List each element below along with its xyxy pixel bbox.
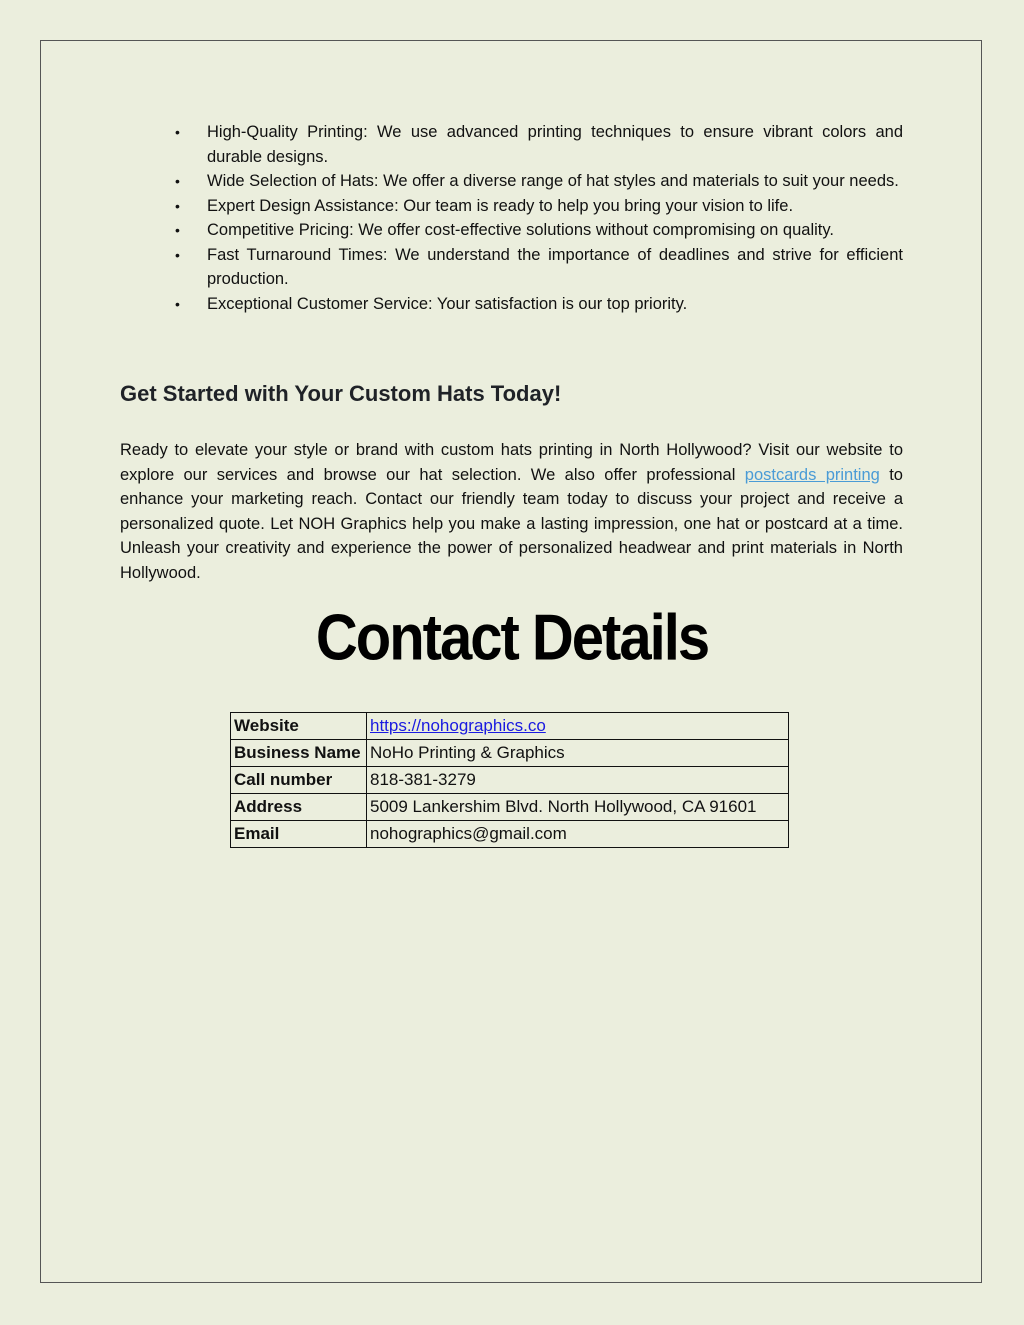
table-row-address xyxy=(231,794,789,821)
table-row-website xyxy=(231,713,789,740)
bullet-item-competitive-pricing xyxy=(163,218,903,243)
email-value: nohographics@gmail.com xyxy=(367,821,789,848)
bullet-text: Exceptional Customer Service: Your satisfaction is our top priority. xyxy=(207,294,688,313)
bullet-dot-icon: • xyxy=(175,295,180,312)
contact-details-table xyxy=(230,712,789,848)
call-number-value: 818-381-3279 xyxy=(367,767,789,794)
bullet-item-expert-design xyxy=(163,194,903,219)
website-value-cell xyxy=(367,713,789,740)
section-heading: Get Started with Your Custom Hats Today! xyxy=(120,381,562,406)
bullet-item-fast-turnaround xyxy=(163,243,903,292)
website-link[interactable]: https://nohographics.co xyxy=(370,716,546,735)
website-label: Website xyxy=(231,713,367,740)
bullet-dot-icon: • xyxy=(175,222,180,238)
call-number-label: Call number xyxy=(231,767,367,794)
paragraph-text-after-link: to enhance your marketing reach. Contact our friendly team today to discuss your project and receive a personalized quote. Let NOH Graphics help you make a lasting impression, one hat or postcard at a time. Unleash your creativity and experience the power of personalized headwear and print materials in North Hollywood. xyxy=(120,465,903,582)
address-label: Address xyxy=(231,794,367,821)
table-row-call-number xyxy=(231,767,789,794)
bullet-text: High-Quality Printing: We use advanced printing techniques to ensure vibrant colors and durable designs. xyxy=(207,123,903,166)
intro-paragraph xyxy=(120,438,903,585)
bullet-item-customer-service xyxy=(163,292,903,317)
features-bullet-list xyxy=(163,120,903,316)
contact-details-title: Contact Details xyxy=(315,601,709,674)
email-label: Email xyxy=(231,821,367,848)
bullet-text: Fast Turnaround Times: We understand the importance of deadlines and strive for efficient production. xyxy=(207,245,903,288)
table-row-business-name xyxy=(231,740,789,767)
table-row-email xyxy=(231,821,789,848)
bullet-text: Wide Selection of Hats: We offer a diverse range of hat styles and materials to suit your needs. xyxy=(207,172,899,190)
business-name-label: Business Name xyxy=(231,740,367,767)
paragraph-text-before-link: Ready to elevate your style or brand with custom hats printing in North Hollywood? Visit our website to explore our services and browse our hat selection. We also offer professional xyxy=(120,441,903,484)
bullet-text: Competitive Pricing: We offer cost-effective solutions without compromising on quality. xyxy=(207,221,834,239)
bullet-text: Expert Design Assistance: Our team is ready to help you bring your vision to life. xyxy=(207,196,794,215)
business-name-value: NoHo Printing & Graphics xyxy=(367,740,789,767)
bullet-item-high-quality-printing xyxy=(163,120,903,169)
bullet-dot-icon: • xyxy=(175,173,180,189)
bullet-item-wide-selection xyxy=(163,169,903,194)
bullet-dot-icon: • xyxy=(175,124,180,140)
bullet-dot-icon: • xyxy=(175,197,180,214)
address-value: 5009 Lankershim Blvd. North Hollywood, CA 91601 xyxy=(367,794,789,821)
bullet-dot-icon: • xyxy=(175,246,180,263)
postcards-printing-link[interactable]: postcards printing xyxy=(744,465,880,484)
